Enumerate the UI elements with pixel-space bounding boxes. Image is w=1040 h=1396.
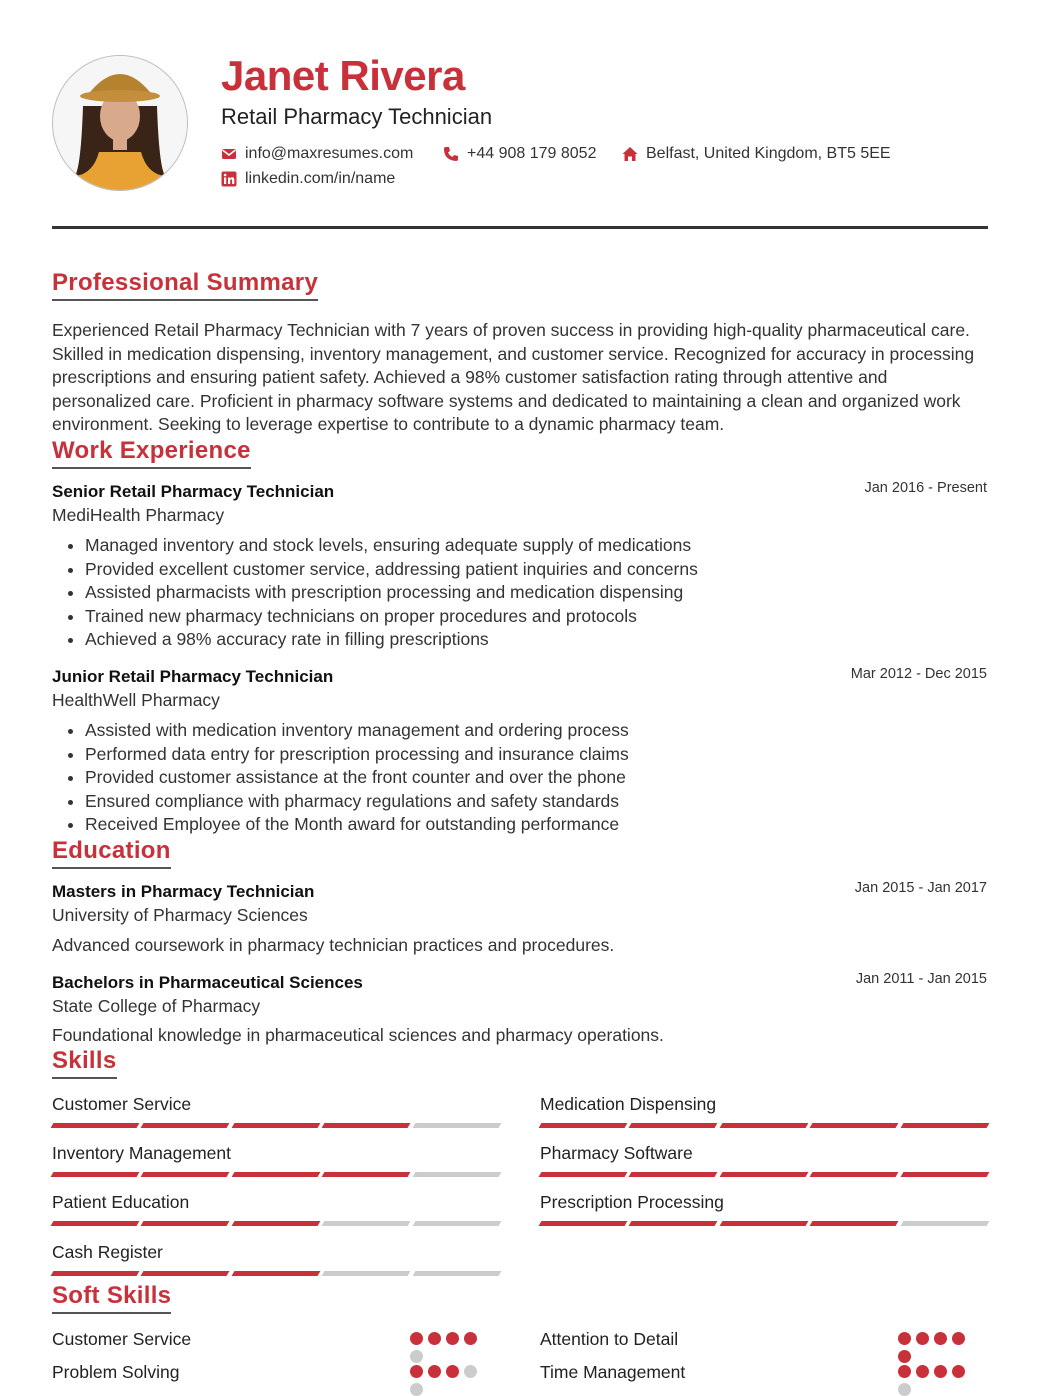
skill-level-segment xyxy=(539,1172,628,1177)
skill-level-bar xyxy=(52,1221,500,1226)
list-item: • Assisted with medication inventory management and ordering process xyxy=(85,719,629,743)
skill-level-segment xyxy=(141,1123,230,1128)
skill-level-segment xyxy=(719,1123,808,1128)
email-text: info@maxresumes.com xyxy=(245,145,414,162)
skill-level-segment xyxy=(231,1221,320,1226)
degree-title: Bachelors in Pharmaceutical Sciences xyxy=(52,973,363,992)
skill-level-bar xyxy=(540,1221,988,1226)
soft-skill-label: Attention to Detail xyxy=(540,1329,679,1349)
job-dates: Jan 2016 - Present xyxy=(864,480,987,496)
rating-dot xyxy=(898,1332,911,1345)
skill-label: Prescription Processing xyxy=(540,1192,724,1212)
skill-level-segment xyxy=(231,1123,320,1128)
contact-linkedin[interactable] xyxy=(221,170,395,188)
degree-description: Advanced coursework in pharmacy technician practices and procedures. xyxy=(52,935,615,955)
skill-level-segment xyxy=(322,1123,411,1128)
skill-level-segment xyxy=(719,1172,808,1177)
skill-level-segment xyxy=(900,1221,989,1226)
skill-level-segment xyxy=(322,1271,411,1276)
soft-skill-label: Time Management xyxy=(540,1362,686,1382)
rating-dot xyxy=(934,1332,947,1345)
rating-dot xyxy=(428,1332,441,1345)
skill-level-segment xyxy=(51,1172,140,1177)
skill-level-segment xyxy=(231,1172,320,1177)
skill-item xyxy=(540,1094,988,1128)
degree-dates: Jan 2011 - Jan 2015 xyxy=(855,971,987,987)
skill-level-segment xyxy=(810,1221,899,1226)
list-item: • Received Employee of the Month award for outstanding performance xyxy=(85,813,629,837)
skill-level-segment xyxy=(629,1172,718,1177)
soft-skill-rating xyxy=(898,1332,968,1363)
job-bullets xyxy=(52,534,698,652)
rating-dot xyxy=(410,1332,423,1345)
education-heading: Education xyxy=(52,837,171,869)
skill-level-segment xyxy=(322,1172,411,1177)
skill-level-segment xyxy=(810,1172,899,1177)
job-bullets xyxy=(52,719,629,837)
soft-skill-rating xyxy=(898,1365,968,1396)
contact-phone[interactable] xyxy=(443,145,596,163)
list-item: • Provided customer assistance at the front counter and over the phone xyxy=(85,766,629,790)
skill-level-segment xyxy=(412,1221,501,1226)
skill-label: Pharmacy Software xyxy=(540,1143,693,1163)
soft-skill-label: Customer Service xyxy=(52,1329,192,1349)
skill-level-segment xyxy=(51,1221,140,1226)
skill-level-segment xyxy=(141,1172,230,1177)
contact-email[interactable] xyxy=(221,145,413,163)
degree-description: Foundational knowledge in pharmaceutical sciences and pharmacy operations. xyxy=(52,1025,664,1045)
list-item: • Managed inventory and stock levels, ensuring adequate supply of medications xyxy=(85,534,698,558)
skill-level-bar xyxy=(540,1172,988,1177)
phone-text: +44 908 179 8052 xyxy=(467,145,597,162)
skill-item xyxy=(540,1143,988,1177)
skill-level-bar xyxy=(52,1123,500,1128)
skill-level-segment xyxy=(900,1123,989,1128)
school-name: University of Pharmacy Sciences xyxy=(52,905,308,925)
skill-level-segment xyxy=(51,1123,140,1128)
skill-level-bar xyxy=(52,1271,500,1276)
job-title: Senior Retail Pharmacy Technician xyxy=(52,482,335,501)
rating-dot xyxy=(916,1332,929,1345)
skill-level-segment xyxy=(539,1123,628,1128)
linkedin-icon xyxy=(221,171,237,187)
skill-level-bar xyxy=(540,1123,988,1128)
soft-skills-heading: Soft Skills xyxy=(52,1282,171,1314)
header-divider xyxy=(52,226,988,229)
school-name: State College of Pharmacy xyxy=(52,996,261,1016)
skill-level-segment xyxy=(412,1172,501,1177)
soft-skill-rating xyxy=(410,1365,480,1396)
candidate-name: Janet Rivera xyxy=(221,52,465,99)
skill-level-segment xyxy=(141,1221,230,1226)
skill-label: Cash Register xyxy=(52,1242,163,1262)
skill-level-segment xyxy=(900,1172,989,1177)
skill-label: Medication Dispensing xyxy=(540,1094,717,1114)
list-item: • Ensured compliance with pharmacy regulations and safety standards xyxy=(85,790,629,814)
rating-dot xyxy=(446,1332,459,1345)
skill-item xyxy=(52,1143,500,1177)
soft-skill-item xyxy=(540,1329,968,1363)
skill-level-segment xyxy=(412,1271,501,1276)
skill-level-segment xyxy=(629,1221,718,1226)
list-item: • Assisted pharmacists with prescription processing and medication dispensing xyxy=(85,581,698,605)
phone-icon xyxy=(443,146,459,162)
skill-level-segment xyxy=(539,1221,628,1226)
envelope-icon xyxy=(221,146,237,162)
linkedin-text: linkedin.com/in/name xyxy=(245,170,396,187)
location-text: Belfast, United Kingdom, BT5 5EE xyxy=(646,145,891,162)
experience-heading: Work Experience xyxy=(52,437,251,469)
skill-item xyxy=(52,1192,500,1226)
summary-text: Experienced Retail Pharmacy Technician with 7 years of proven success in providing high-quality pharmaceutical care. Skilled in medication dispensing, inventory management, and customer service. Recognized for accuracy in processing prescriptions and ensuring patient safety. Achieved a 98% customer satisfaction rating through attentive and personalized care. Proficient in pharmacy software systems and dedicated to maintaining a clean and organized work environment. Seeking to leverage expertise to contribute to a dynamic pharmacy team. xyxy=(52,320,975,434)
candidate-title: Retail Pharmacy Technician xyxy=(221,104,493,129)
soft-skill-item xyxy=(52,1329,480,1363)
list-item: • Provided excellent customer service, addressing patient inquiries and concerns xyxy=(85,558,698,582)
skill-level-segment xyxy=(629,1123,718,1128)
soft-skill-rating xyxy=(410,1332,480,1363)
home-icon xyxy=(622,146,638,162)
skill-level-segment xyxy=(322,1221,411,1226)
job-company: HealthWell Pharmacy xyxy=(52,690,220,710)
avatar-illustration xyxy=(53,56,187,190)
skill-level-segment xyxy=(810,1123,899,1128)
job-title: Junior Retail Pharmacy Technician xyxy=(52,667,334,686)
rating-dot xyxy=(952,1332,965,1345)
list-item: • Achieved a 98% accuracy rate in filling prescriptions xyxy=(85,628,698,652)
skill-level-segment xyxy=(719,1221,808,1226)
degree-dates: Jan 2015 - Jan 2017 xyxy=(854,880,987,896)
skill-level-segment xyxy=(412,1123,501,1128)
contact-location xyxy=(622,145,891,163)
soft-skill-item xyxy=(540,1362,968,1396)
rating-dot xyxy=(464,1332,477,1345)
summary-heading: Professional Summary xyxy=(52,269,318,301)
list-item: • Performed data entry for prescription processing and insurance claims xyxy=(85,743,629,767)
skill-label: Inventory Management xyxy=(52,1143,231,1163)
soft-skill-label: Problem Solving xyxy=(52,1362,180,1382)
rating-dot xyxy=(898,1383,911,1396)
job-dates: Mar 2012 - Dec 2015 xyxy=(850,666,987,682)
skills-heading: Skills xyxy=(52,1047,117,1079)
soft-skill-item xyxy=(52,1362,480,1396)
rating-dot xyxy=(410,1383,423,1396)
degree-title: Masters in Pharmacy Technician xyxy=(52,882,315,901)
skill-level-segment xyxy=(51,1271,140,1276)
list-item: • Trained new pharmacy technicians on proper procedures and protocols xyxy=(85,605,698,629)
profile-photo xyxy=(52,55,188,191)
skill-level-segment xyxy=(231,1271,320,1276)
skill-label: Customer Service xyxy=(52,1094,192,1114)
job-company: MediHealth Pharmacy xyxy=(52,505,225,525)
skill-item xyxy=(540,1192,988,1226)
skill-item xyxy=(52,1242,500,1276)
skill-level-segment xyxy=(141,1271,230,1276)
skill-label: Patient Education xyxy=(52,1192,190,1212)
skill-item xyxy=(52,1094,500,1128)
skill-level-bar xyxy=(52,1172,500,1177)
